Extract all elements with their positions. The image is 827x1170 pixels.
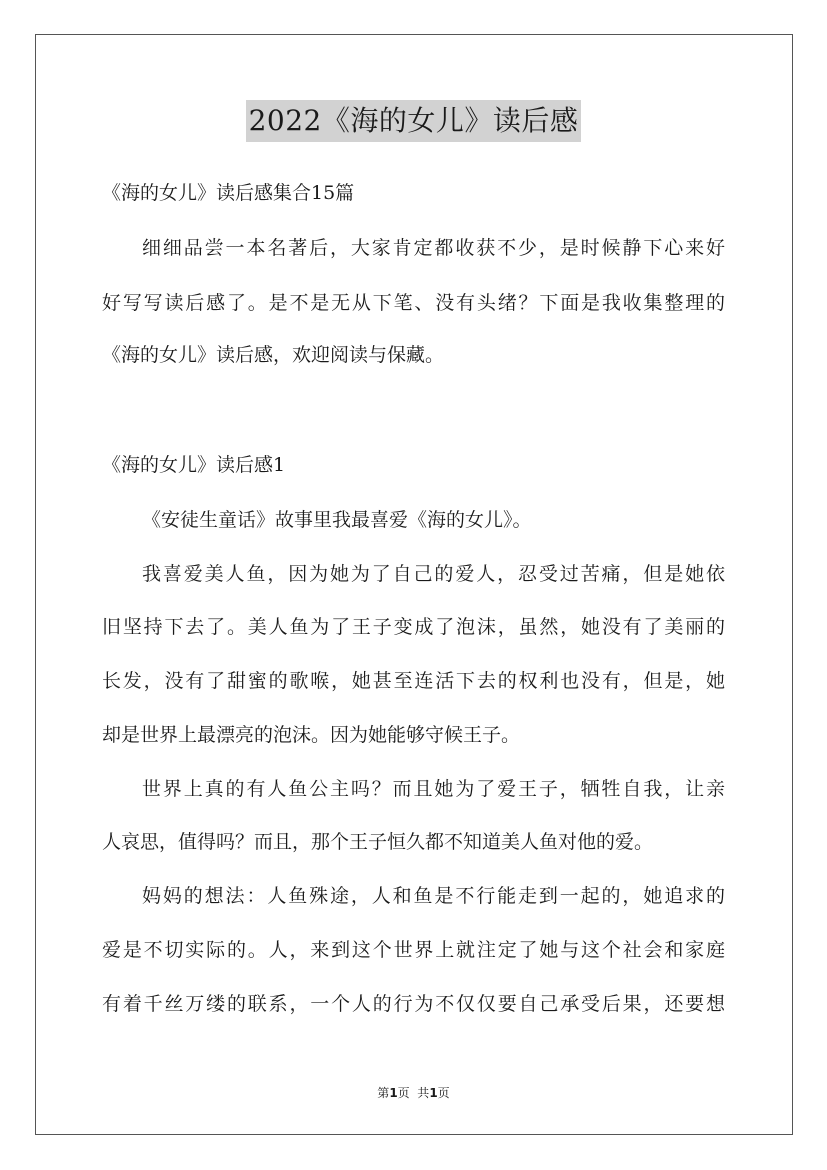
body-line-7: 人哀思，值得吗？而且，那个王子恒久都不知道美人鱼对他的爱。: [102, 831, 654, 853]
document-title: 2022《海的女儿》读后感: [246, 100, 582, 142]
footer-mid: 页 共: [397, 1086, 430, 1100]
body-line-8: 妈妈的想法：人鱼殊途，人和鱼是不行能走到一起的，她追求的: [142, 885, 725, 907]
body-line-4: 长发，没有了甜蜜的歌喉，她甚至连活下去的权利也没有，但是，她: [102, 670, 725, 692]
page-footer: [0, 1084, 827, 1101]
subtitle: 《海的女儿》读后感集合15篇: [102, 182, 355, 204]
title-container: [0, 100, 827, 142]
footer-suffix: 页: [437, 1086, 450, 1100]
body-line-2: 我喜爱美人鱼，因为她为了自己的爱人，忍受过苦痛，但是她依: [142, 563, 725, 585]
body-line-6: 世界上真的有人鱼公主吗？而且她为了爱王子，牺牲自我，让亲: [142, 778, 725, 800]
footer-total-pages: 1: [429, 1086, 438, 1100]
section-heading: 《海的女儿》读后感1: [102, 454, 286, 476]
footer-page-number: 1: [389, 1086, 398, 1100]
body-line-5: 却是世界上最漂亮的泡沫。因为她能够守候王子。: [102, 724, 521, 746]
body-line-10: 有着千丝万缕的联系，一个人的行为不仅仅要自己承受后果，还要想: [102, 993, 725, 1015]
intro-line-2: 好写写读后感了。是不是无从下笔、没有头绪？下面是我收集整理的: [102, 292, 725, 314]
intro-line-1: 细细品尝一本名著后，大家肯定都收获不少，是时候静下心来好: [142, 237, 725, 259]
body-line-3: 旧坚持下去了。美人鱼为了王子变成了泡沫，虽然，她没有了美丽的: [102, 616, 725, 638]
intro-line-3: 《海的女儿》读后感，欢迎阅读与保藏。: [102, 344, 445, 366]
body-line-1: 《安徒生童话》故事里我最喜爱《海的女儿》。: [142, 509, 532, 531]
body-line-9: 爱是不切实际的。人，来到这个世界上就注定了她与这个社会和家庭: [102, 939, 725, 961]
footer-prefix: 第: [377, 1086, 390, 1100]
